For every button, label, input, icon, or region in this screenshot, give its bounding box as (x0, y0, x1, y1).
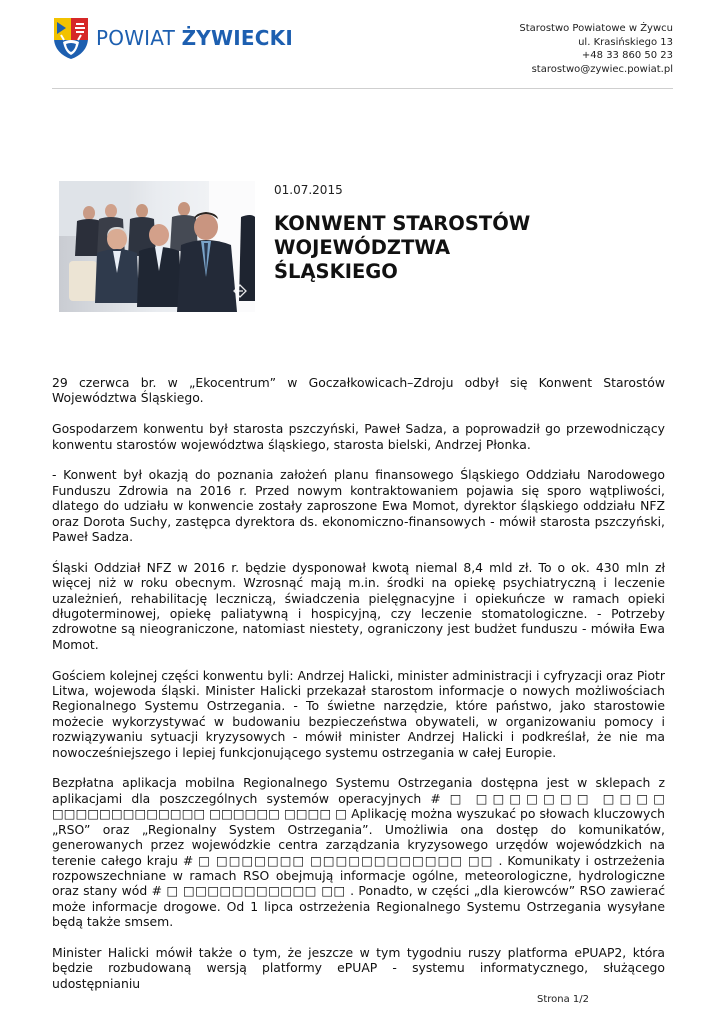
logo[interactable] (52, 16, 293, 60)
page-number: Strona 1/2 (537, 994, 590, 1005)
page-header (0, 0, 725, 90)
article-paragraph: Bezpłatna aplikacja mobilna Regionalnego Systemu Ostrzegania dostępna jest w sklepach z aplikacjami dla poszczególnych systemów operacyjnych # □ □□□□□□□ □□□□ □□□□□□□□□□□□□ □□□□□□ □□□□ □ Aplikację można wyszukać po słowach kluczowych „RSO” oraz „Regionalny System Ostrzegania”. Umożliwia ona dostęp do komunikatów, generowanych przez wojewódzkie centra zarządzania kryzysowego urzędów wojewódzkich na terenie całego kraju # □ □□□□□□□ □□□□□□□□□□□□ □□ . Komunikaty i ostrzeżenia rozpowszechniane w ramach RSO obejmują informacje ogólne, meteorologiczne, hydrologiczne oraz stany wód # □ □□□□□□□□□□□ □□ . Ponadto, w części „dla kierowców” RSO zawierać może informacje drogowe. Od 1 lipca ostrzeżenia Regionalnego Systemu Ostrzegania wysyłane będą także smsem. (52, 775, 665, 930)
conference-audience-photo (59, 181, 255, 312)
article-photo (59, 181, 255, 312)
article-paragraph: Gościem kolejnej części konwentu byli: Andrzej Halicki, minister administracji i cyfryzacji oraz Piotr Litwa, wojewoda śląski. Minister Halicki przekazał starostom informacje o nowych możliwościach Regionalnego Systemu Ostrzegania. - To świetne narzędzie, które państwo, jako starostowie możecie wykorzystywać w budowaniu bezpieczeństwa obywateli, w organizowaniu pomocy i rozwiązywaniu sytuacji kryzysowych - mówił minister Andrzej Halicki i podkreślał, że nie ma nowocześniejszego i lepiej funkcjonującego systemu ostrzegania w całej Europie. (52, 667, 665, 760)
contact-address: ul. Krasińskiego 13 (578, 36, 673, 48)
article-paragraph: Gospodarzem konwentu był starosta pszczyński, Paweł Sadza, a poprowadził go przewodniczący konwentu starostów województwa śląskiego, starosta bielski, Andrzej Płonka. (52, 421, 665, 452)
article-title: KONWENT STAROSTÓW WOJEWÓDZTWA ŚLĄSKIEGO (274, 212, 531, 283)
logo-name-part2: ŻYWIECKI (181, 26, 293, 50)
coat-of-arms-icon (52, 16, 90, 60)
header-divider (52, 88, 673, 89)
article-paragraph: - Konwent był okazją do poznania założeń planu finansowego Śląskiego Oddziału Narodowego Funduszu Zdrowia na 2016 r. Przed nowym kontraktowaniem pojawia się sporo wątpliwości, dlatego do udziału w konwencie zostały zaproszone Ewa Momot, dyrektor śląskiego oddziału NFZ oraz Dorota Suchy, zastępca dyrektora ds. ekonomiczno-finansowych - mówił starosta pszczyński, Paweł Sadza. (52, 467, 665, 545)
article-paragraph: Minister Halicki mówił także o tym, że jeszcze w tym tygodniu ruszy platforma ePUAP2, która będzie rozbudowaną wersją platformy ePUAP - systemu informatycznego, służącego udostępnianiu (52, 944, 665, 991)
contact-block (519, 22, 673, 76)
article-paragraph: 29 czerwca br. w „Ekocentrum” w Goczałkowicach–Zdroju odbył się Konwent Starostów Województwa Śląskiego. (52, 375, 665, 406)
logo-name-part1: POWIAT (96, 26, 176, 50)
article-date: 01.07.2015 (274, 183, 343, 197)
article-body (52, 375, 665, 991)
contact-phone: +48 33 860 50 23 (581, 50, 673, 61)
contact-office: Starostwo Powiatowe w Żywcu (519, 23, 673, 34)
contact-email[interactable]: starostwo@zywiec.powiat.pl (531, 63, 673, 75)
article-paragraph: Śląski Oddział NFZ w 2016 r. będzie dysponował kwotą niemal 8,4 mld zł. To o ok. 430 mln zł więcej niż w roku obecnym. Wzrosnąć mają m.in. środki na opiekę psychiatryczną i leczenie uzależnień, rehabilitację leczniczą, świadczenia pielęgnacyjne i opiekuńcze w ramach opieki długoterminowej, opiekę paliatywną i hospicyjną, czy leczenie stomatologiczne. - Potrzeby zdrowotne są nieograniczone, natomiast niestety, ograniczony jest budżet funduszu - mówiła Ewa Momot. (52, 559, 665, 652)
logo-text (96, 28, 293, 48)
